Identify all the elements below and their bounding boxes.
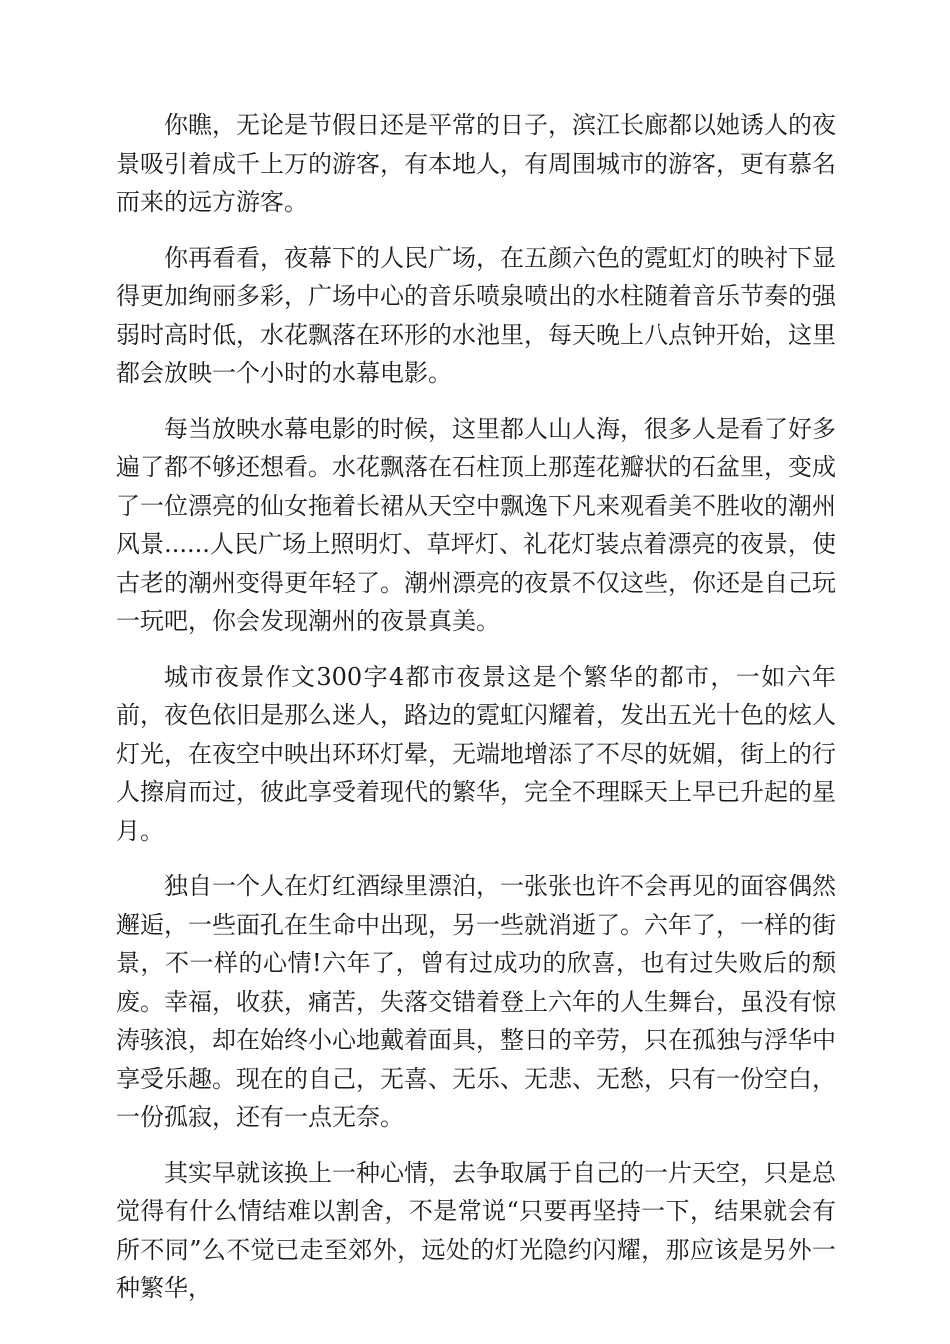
paragraph-3: 每当放映水幕电影的时候，这里都人山人海，很多人是看了好多遍了都不够还想看。水花飘落在石柱顶上那莲花瓣状的石盆里，变成了一位漂亮的仙女拖着长裙从天空中飘逸下凡来观看美不胜收的潮州风景......人民广场上照明灯、草坪灯、礼花灯装点着漂亮的夜景，使古老的潮州变得更年轻了。潮州漂亮的夜景不仅这些，你还是自己玩一玩吧，你会发现潮州的夜景真美。 — [116, 414, 836, 635]
paragraph-4: 城市夜景作文300字4都市夜景这是个繁华的都市，一如六年前，夜色依旧是那么迷人，路边的霓虹闪耀着，发出五光十色的炫人灯光，在夜空中映出环环灯晕，无端地增添了不尽的妩媚，街上的行人擦肩而过，彼此享受着现代的繁华，完全不理睬天上早已升起的星月。 — [116, 662, 836, 845]
document-page — [116, 106, 836, 1325]
paragraph-1: 你瞧，无论是节假日还是平常的日子，滨江长廊都以她诱人的夜景吸引着成千上万的游客，有本地人，有周围城市的游客，更有慕名而来的远方游客。 — [116, 111, 836, 216]
paragraph-6: 其实早就该换上一种心情，去争取属于自己的一片天空，只是总觉得有什么情结难以割舍，不是常说“只要再坚持一下，结果就会有所不同”么不觉已走至郊外，远处的灯光隐约闪耀，那应该是另外一种繁华， — [116, 1158, 836, 1302]
paragraph-5: 独自一个人在灯红酒绿里漂泊，一张张也许不会再见的面容偶然邂逅，一些面孔在生命中出现，另一些就消逝了。六年了，一样的街景，不一样的心情!六年了，曾有过成功的欣喜，也有过失败后的颓废。幸福，收获，痛苦，失落交错着登上六年的人生舞台，虽没有惊涛骇浪，却在始终小心地戴着面具，整日的辛劳，只在孤独与浮华中享受乐趣。现在的自己，无喜、无乐、无悲、无愁，只有一份空白，一份孤寂，还有一点无奈。 — [116, 872, 836, 1131]
paragraph-2: 你再看看，夜幕下的人民广场，在五颜六色的霓虹灯的映衬下显得更加绚丽多彩，广场中心的音乐喷泉喷出的水柱随着音乐节奏的强弱时高时低，水花飘落在环形的水池里，每天晚上八点钟开始，这里都会放映一个小时的水幕电影。 — [116, 243, 836, 387]
